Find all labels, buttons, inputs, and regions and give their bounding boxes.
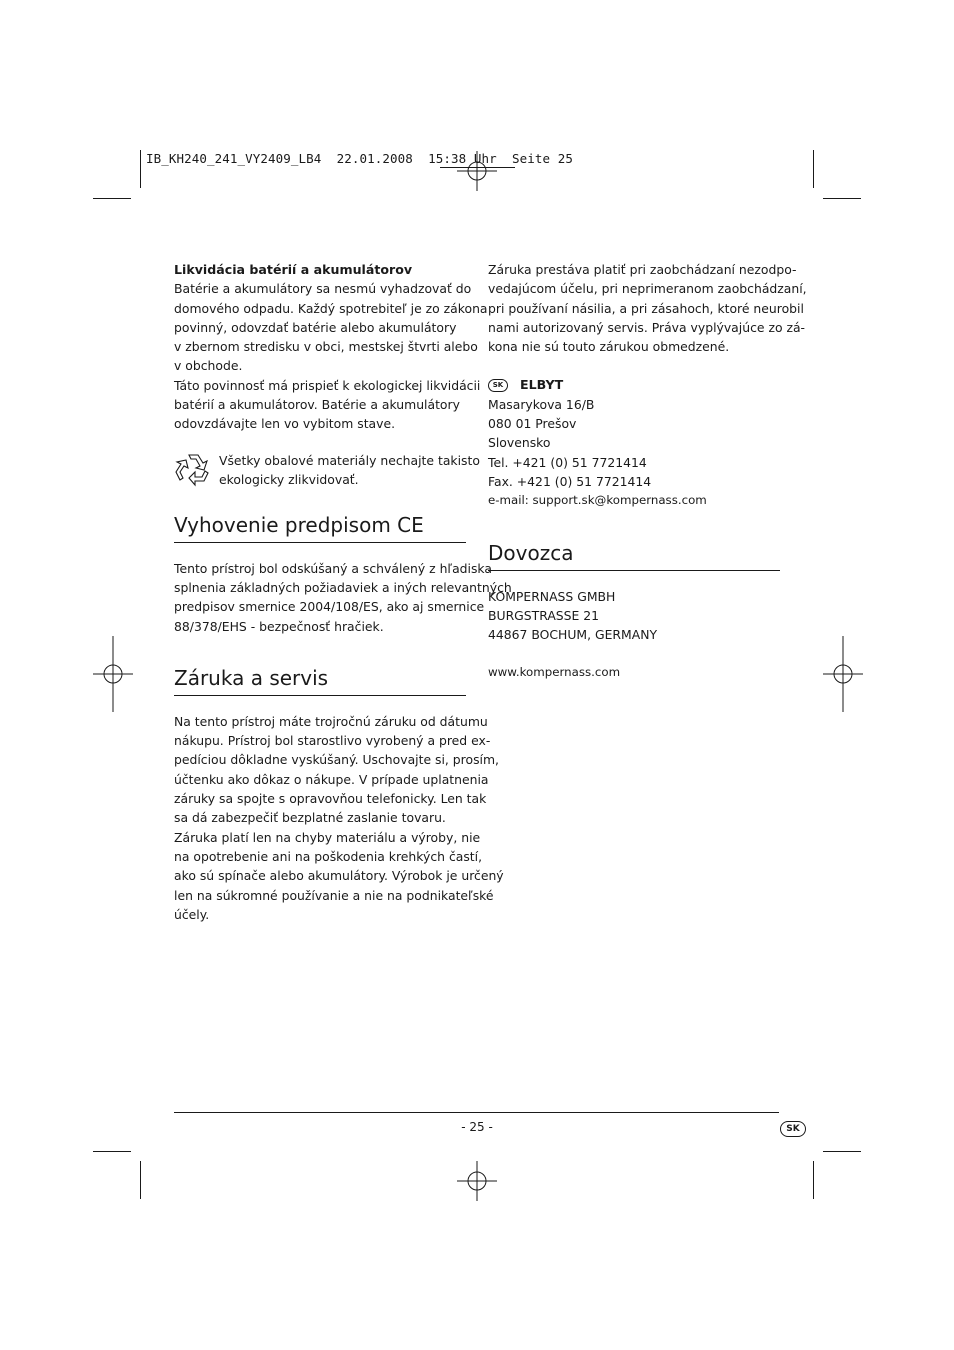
text-line: Batérie a akumulátory sa nesmú vyhadzovať do — [174, 281, 472, 297]
text-line: Na tento prístroj máte trojročnú záruku od dátumu — [174, 713, 488, 729]
text-line: Fax. +421 (0) 51 7721414 — [488, 473, 652, 489]
print-slug: IB_KH240_241_VY2409_LB4 22.01.2008 15:38 Uhr Seite 25 — [146, 151, 574, 166]
registration-mark-icon — [823, 636, 863, 712]
language-badge: SK — [780, 1121, 806, 1137]
text-line: Masarykova 16/B — [488, 396, 595, 412]
text-line: 080 01 Prešov — [488, 416, 577, 432]
text-line: Záruka prestáva platiť pri zaobchádzaní nezodpo- — [488, 262, 797, 277]
text-line: pedíciou dôkladne vyskúšaný. Uschovajte si, prosím, — [174, 752, 499, 768]
recycle-notice — [174, 451, 480, 491]
registration-mark-icon — [457, 1161, 497, 1201]
text-line: Všetky obalové materiály nechajte takisto — [219, 452, 480, 468]
text-line: splnenia základných požiadaviek a iných relevantných — [174, 579, 512, 595]
text-line: 88/378/EHS - bezpečnosť hračiek. — [174, 618, 384, 634]
text-line: 44867 BOCHUM, GERMANY — [488, 627, 658, 643]
service-email[interactable]: e-mail: support.sk@kompernass.com — [488, 493, 707, 508]
text-line: len na súkromné používanie a nie na podnikateľské — [174, 887, 494, 903]
text-line: ako sú spínače alebo akumulátory. Výrobok je určený — [174, 868, 504, 884]
text-line: účely. — [174, 906, 210, 922]
crop-mark — [813, 150, 814, 188]
crop-mark — [93, 1151, 131, 1152]
text-line: sa dá zabezpečiť bezplatné zaslanie tovaru. — [174, 810, 446, 826]
text-line: KOMPERNASS GMBH — [488, 588, 616, 604]
page-number: - 25 - — [461, 1120, 493, 1134]
crop-mark — [813, 1161, 814, 1199]
text-line: ekologicky zlikvidovať. — [219, 471, 359, 487]
service-name: ELBYT — [520, 377, 564, 393]
importer-heading: Dovozca — [488, 540, 780, 571]
right-column — [488, 260, 807, 683]
crop-mark — [140, 150, 141, 188]
text-line: Táto povinnosť má prispieť k ekologickej likvidácii — [174, 377, 481, 393]
text-line: nákupu. Prístroj bol starostlivo vyrobený a pred ex- — [174, 733, 491, 749]
footer-rule — [174, 1112, 779, 1113]
text-line: Slovensko — [488, 435, 551, 451]
text-line: predpisov smernice 2004/108/ES, ako aj smernice — [174, 599, 485, 615]
text-line: v obchode. — [174, 358, 243, 374]
batteries-title: Likvidácia batérií a akumulátorov — [174, 262, 413, 277]
text-line: nami autorizovaný servis. Práva vyplývajúce zo zá- — [488, 319, 806, 335]
warranty-heading: Záruka a servis — [174, 665, 466, 696]
text-line: Tel. +421 (0) 51 7721414 — [488, 454, 647, 470]
text-line: vedajúcom účelu, pri neprimeranom zaobchádzaní, — [488, 281, 807, 297]
crop-mark — [823, 1151, 861, 1152]
text-line: BURGSTRASSE 21 — [488, 607, 600, 623]
crop-mark — [140, 1161, 141, 1199]
text-line: batérií a akumulátorov. Batérie a akumulátory — [174, 397, 460, 413]
ce-heading: Vyhovenie predpisom CE — [174, 512, 466, 543]
text-line: Záruka platí len na chyby materiálu a výroby, nie — [174, 829, 481, 845]
website-link[interactable]: www.kompernass.com — [488, 665, 621, 680]
text-line: v zbernom stredisku v obci, mestskej štvrti alebo — [174, 339, 478, 355]
text-line: účtenku ako dôkaz o nákupe. V prípade uplatnenia — [174, 771, 489, 787]
text-line: domového odpadu. Každý spotrebiteľ je zo zákona — [174, 300, 488, 316]
text-line: povinný, odovzdať batérie alebo akumulátory — [174, 319, 457, 335]
recycle-icon — [174, 451, 214, 487]
left-column — [174, 260, 512, 924]
crop-mark — [823, 198, 861, 199]
text-line: na opotrebenie ani na poškodenia krehkých častí, — [174, 848, 483, 864]
registration-mark-icon — [93, 636, 133, 712]
text-line: odovzdávajte len vo vybitom stave. — [174, 416, 396, 432]
service-title — [488, 375, 780, 394]
text-line: pri používaní násilia, a pri zásahoch, ktoré neurobil — [488, 300, 804, 316]
text-line: Tento prístroj bol odskúšaný a schválený z hľadiska — [174, 560, 492, 576]
text-line: kona nie sú touto zárukou obmedzené. — [488, 339, 730, 355]
slug-underline — [440, 167, 515, 168]
text-line: záruky sa spojte s opravovňou telefonicky. Len tak — [174, 791, 487, 807]
country-badge: SK — [488, 379, 508, 392]
crop-mark — [93, 198, 131, 199]
